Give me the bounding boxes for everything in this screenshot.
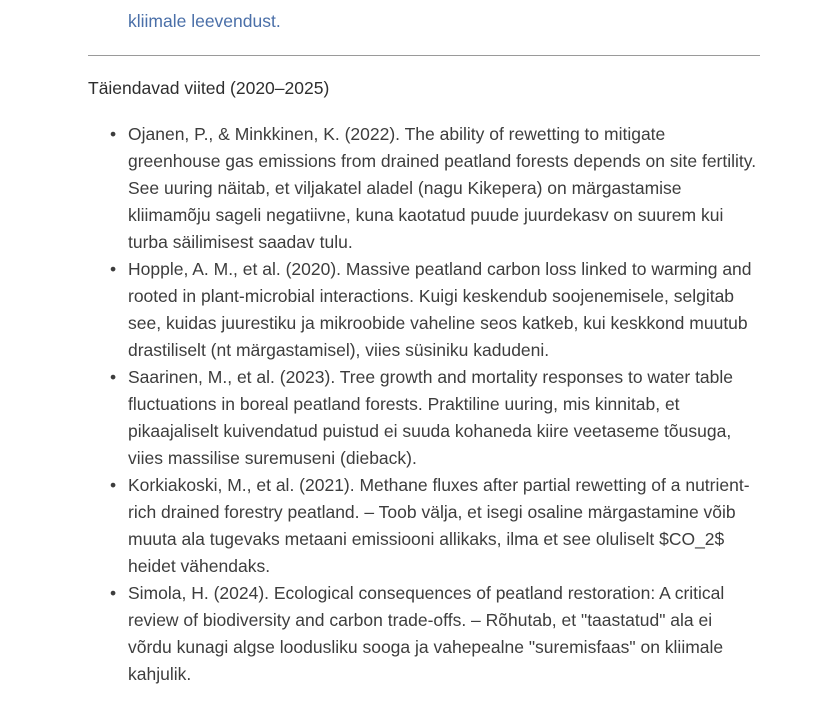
previous-list-item-tail [88,0,760,35]
reference-item [110,364,760,472]
previous-item-cut-line [128,0,760,8]
section-divider [88,55,760,56]
bullet-icon: • [110,124,117,144]
reference-item [110,121,760,256]
reference-text: Hopple, A. M., et al. (2020). Massive peatland carbon loss linked to warming and rooted in plant-microbial interactions. Kuigi keskendub soojenemisele, selgitab see, kuidas juurestiku ja mikroobide vaheline seos katkeb, kui keskkond muutub drastiliselt (nt märgastamisel), viies süsiniku kadudeni. [128,259,752,360]
reference-text: Ojanen, P., & Minkkinen, K. (2022). The ability of rewetting to mitigate greenhouse gas emissions from drained peatland forests depends on site fertility. See uuring näitab, et viljakatel aladel (nagu Kikepera) on märgastamise kliimamõju sageli negatiivne, kuna kaotatud puude juurdekasv on suurem kui turba säilimisest saadav tulu. [128,124,757,252]
previous-item-last-line[interactable]: kliimale leevendust. [128,11,281,31]
bullet-icon: • [110,367,117,387]
reference-item [110,256,760,364]
bullet-icon: • [110,583,117,603]
section-heading: Täiendavad viited (2020–2025) [88,78,330,98]
reference-text: Korkiakoski, M., et al. (2021). Methane fluxes after partial rewetting of a nutrient-rich drained forestry peatland. – Toob välja, et isegi osaline märgastamine võib muuta ala tugevaks metaani emissiooni allikaks, ilma et see oluliselt $CO_2$ heidet vähendaks. [128,475,750,576]
document-content [88,0,760,684]
reference-text: Simola, H. (2024). Ecological consequences of peatland restoration: A critical review of biodiversity and carbon trade-offs. – Rõhutab, et "taastatud" ala ei võrdu kunagi algse loodusliku sooga ja vahepealne "suremisfaas" on kliimale kahjulik. [128,583,725,684]
references-list [88,121,760,688]
bullet-icon: • [110,259,117,279]
reference-item [110,580,760,688]
reference-item [110,472,760,580]
reference-text: Saarinen, M., et al. (2023). Tree growth and mortality responses to water table fluctuations in boreal peatland forests. Praktiline uuring, mis kinnitab, et pikaajaliselt kuivendatud puistud ei suuda kohaneda kiire veetaseme tõusuga, viies massilise suremuseni (dieback). [128,367,734,468]
bullet-icon: • [110,475,117,495]
